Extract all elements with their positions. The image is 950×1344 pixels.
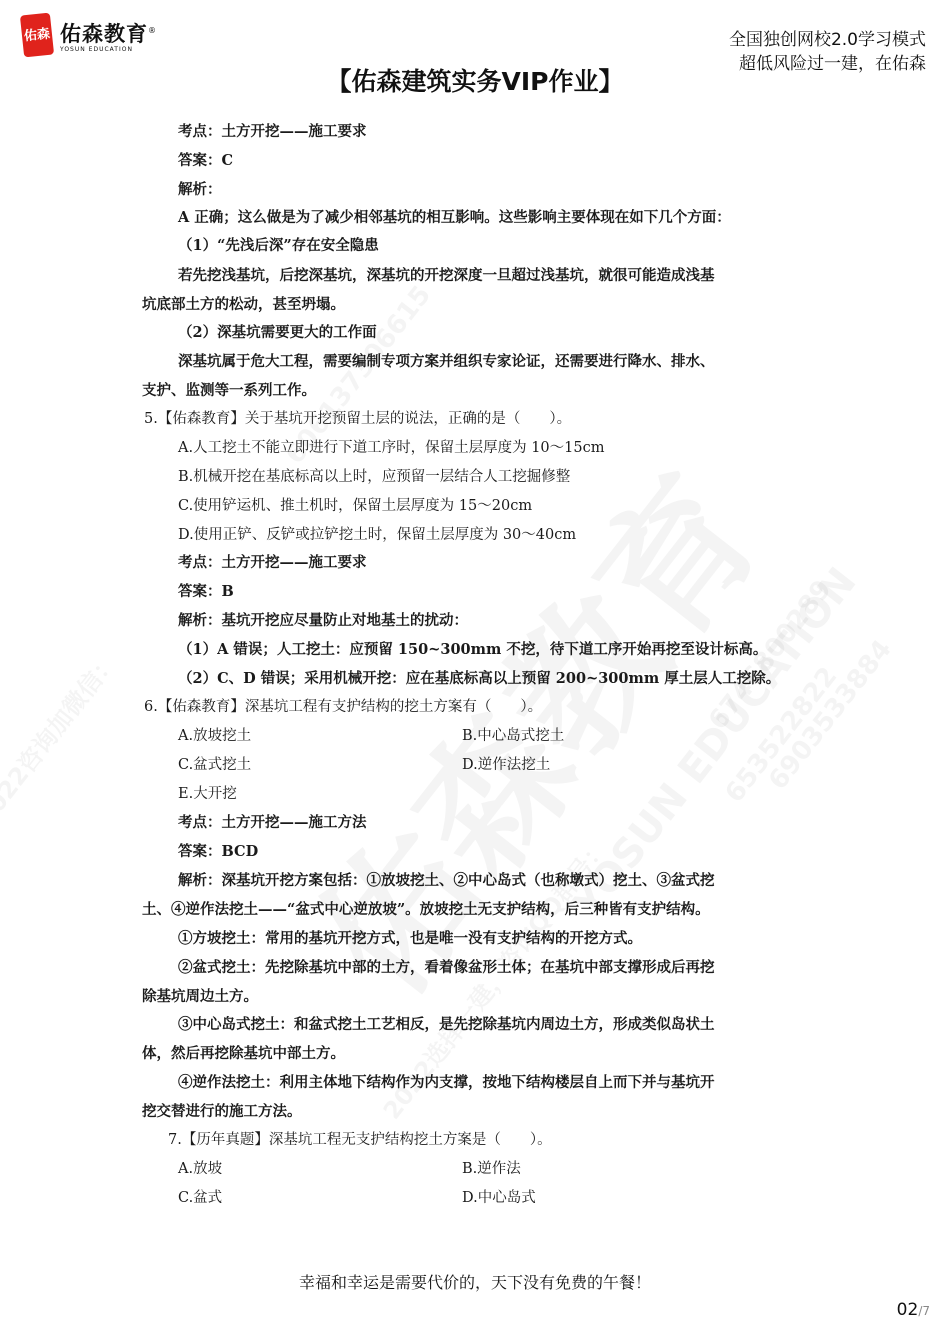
analysis-text: ②盆式挖土：先挖除基坑中部的土方，看着像盆形土体；在基坑中部支撑形成后再挖 [178,959,715,976]
exam-point: 考点：土方开挖——施工方法 [178,814,367,831]
exam-point: 考点：土方开挖——施工要求 [178,554,367,571]
brand-name: 佑森教育® [60,21,157,46]
option-d: D.逆作法挖土 [462,757,551,773]
analysis-text: 体，然后再挖除基坑中部土方。 [142,1045,345,1062]
brand-name-en: YOSUN EDUCATION [60,45,133,53]
analysis-text: 坑底部土方的松动，甚至坍塌。 [142,296,345,313]
analysis-text: ④逆作法挖土：利用主体地下结构作为内支撑，按地下结构楼层自上而下并与基坑开 [178,1074,715,1091]
option-c: C.盆式挖土 [178,757,252,773]
question-6: 6.【佑森教育】深基坑工程有支护结构的挖土方案有（ ）。 [144,699,543,715]
watermark-text [0,644,124,832]
option-a: A.放坡 [178,1161,223,1177]
logo-seal-text: 佑森 [23,26,51,44]
analysis-text: A 正确；这么做是为了减少相邻基坑的相互影响。这些影响主要体现在如下几个方面： [178,209,731,226]
option-e: E.大开挖 [178,786,237,802]
page-current: 02 [896,1300,919,1320]
analysis-text: ③中心岛式挖土：和盆式挖土工艺相反，是先挖除基坑内周边土方，形成类似岛状土 [178,1016,715,1033]
exam-point: 考点：土方开挖——施工要求 [178,123,367,140]
analysis-text: （2）C、D 错误；采用机械开挖：应在基底标高以上预留 200~300mm 厚土层人工挖除。 [178,670,781,687]
answer: 答案：B [178,583,234,600]
analysis-text: 支护、监测等一系列工作。 [142,382,316,399]
option-b: B.中心岛式挖土 [462,728,565,744]
analysis-label: 解析： [178,181,222,198]
analysis-text: 解析：基坑开挖应尽量防止对地基土的扰动： [178,612,468,629]
brand-logo [22,14,157,56]
question-5: 5.【佑森教育】关于基坑开挖预留土层的说法，正确的是（ ）。 [144,411,572,427]
answer: 答案：BCD [178,843,259,860]
analysis-text: （2）深基坑需要更大的工作面 [178,324,377,341]
question-7: 7.【历年真题】深基坑工程无支护结构挖土方案是（ ）。 [168,1132,552,1148]
page-title: 【佑森建筑实务VIP作业】 [326,67,624,96]
brand-text [60,18,157,53]
slogan-line-1: 全国独创网校2.0学习模式 [728,30,926,50]
analysis-text: （1）A 错误；人工挖土：应预留 150~300mm 不挖，待下道工序开始再挖至设计标高。 [178,641,768,658]
analysis-text: 土、④逆作法挖土——“盆式中心逆放坡”。放坡挖土无支护结构，后三种皆有支护结构。 [142,901,710,918]
slogan-line-2: 超低风险过一建，在佑森 [739,54,926,74]
watermark-number [763,634,898,795]
analysis-text: 深基坑属于危大工程，需要编制专项方案并组织专家论证，还需要进行降水、排水、 [178,353,715,370]
footer-motto: 幸福和幸运是需要代价的，天下没有免费的午餐！ [298,1273,651,1292]
logo-seal [20,13,54,58]
option-c: C.盆式 [178,1190,223,1206]
option-c: C.使用铲运机、推土机时，保留土层厚度为 15～20cm [178,498,533,514]
analysis-text: 解析：深基坑开挖方案包括：①放坡挖土、②中心岛式（也称墩式）挖土、③盆式挖 [178,872,715,889]
answer: 答案：C [178,152,234,169]
analysis-text: （1）“先浅后深”存在安全隐患 [178,237,379,254]
analysis-text: 除基坑周边土方。 [142,988,258,1005]
analysis-text: ①方坡挖土：常用的基坑开挖方式，也是唯一没有支护结构的开挖方式。 [178,930,642,947]
option-a: A.人工挖土不能立即进行下道工序时，保留土层厚度为 10～15cm [178,440,605,456]
analysis-text: 挖交替进行的施工方法。 [142,1103,302,1120]
option-d: D.中心岛式 [462,1190,536,1206]
analysis-text: 若先挖浅基坑，后挖深基坑，深基坑的开挖深度一旦超过浅基坑，就很可能造成浅基 [178,267,715,284]
option-a: A.放坡挖土 [178,728,252,744]
page-number [897,1300,930,1320]
page-total: /7 [918,1304,930,1318]
option-b: B.逆作法 [462,1161,521,1177]
option-d: D.使用正铲、反铲或拉铲挖土时，保留土层厚度为 30～40cm [178,527,577,543]
option-b: B.机械开挖在基底标高以上时，应预留一层结合人工挖掘修整 [178,469,571,485]
